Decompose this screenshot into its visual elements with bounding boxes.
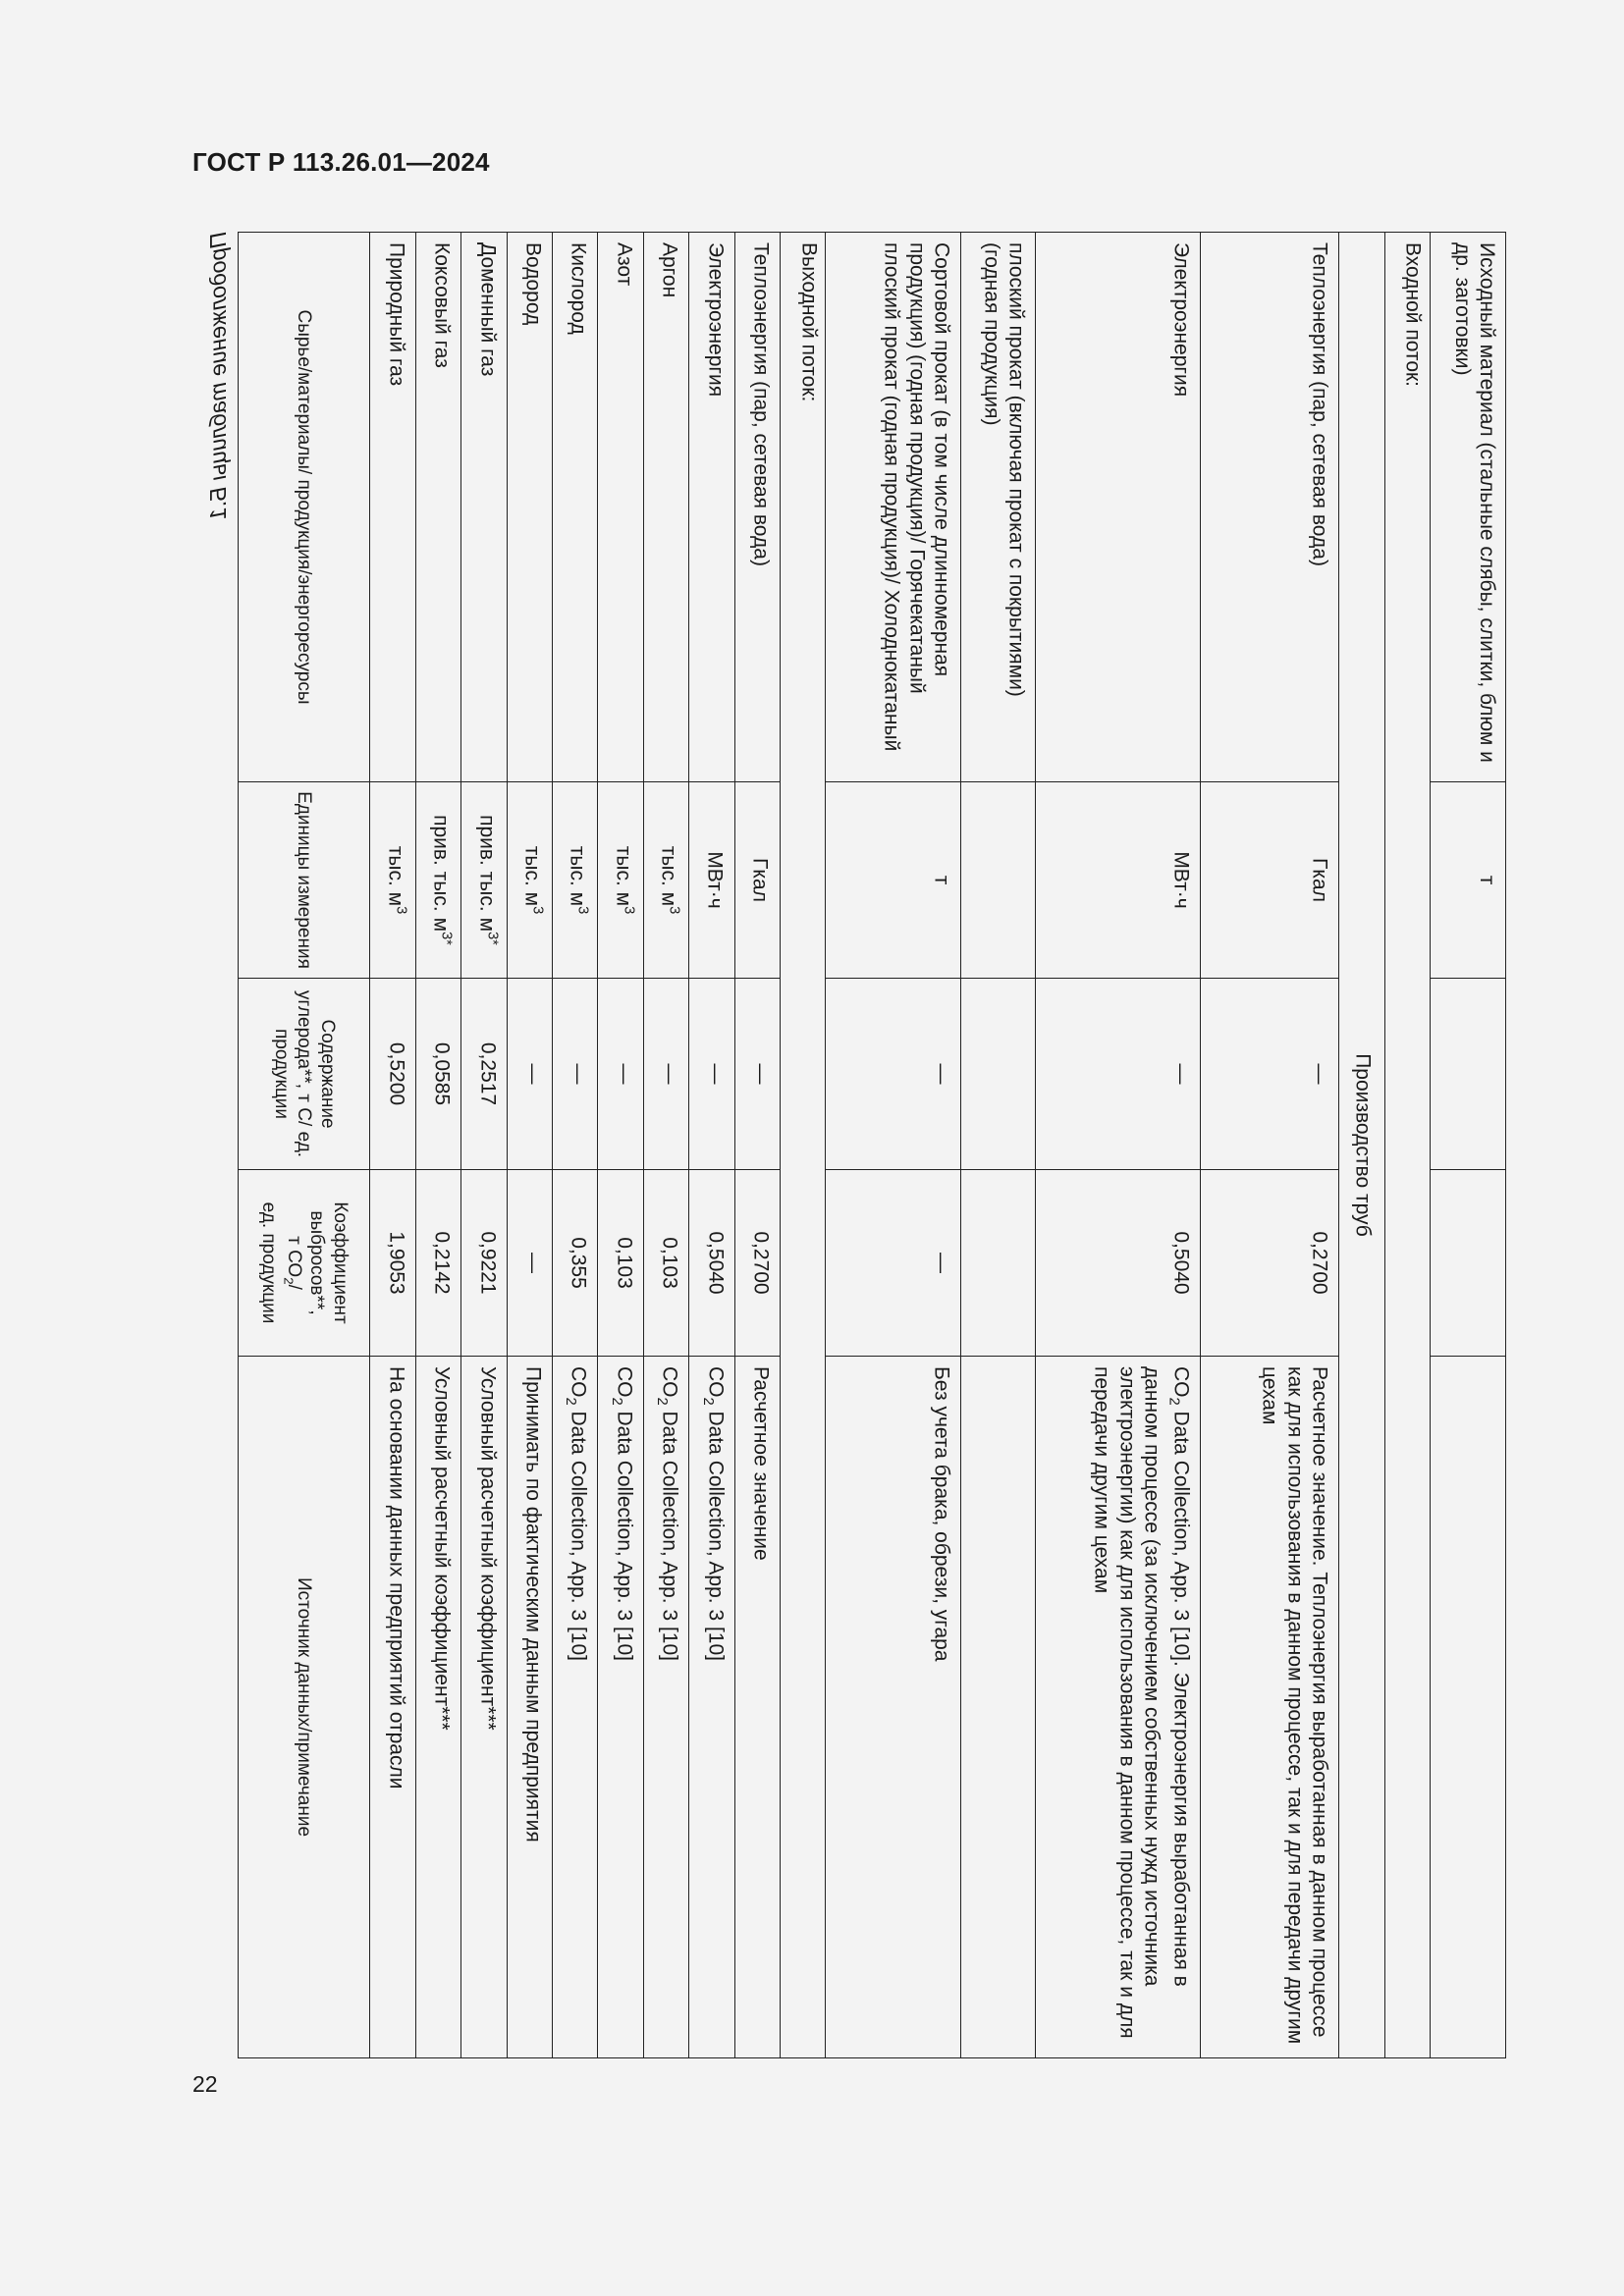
cell-carbon — [1431, 979, 1506, 1170]
cell-unit: прив. тыс. $м^{3*}$ — [415, 782, 460, 979]
table-caption — [205, 232, 232, 2057]
cell-carbon: 0,5200 — [370, 979, 415, 1170]
cell-unit: МВт·ч — [689, 782, 734, 979]
cell-coef: 0,2700 — [1200, 1170, 1338, 1357]
cell-source: $CO_2$ Data Collection, App. 3 [10] — [643, 1357, 688, 2058]
emissions-table — [238, 232, 1506, 2058]
input-flow-row — [1384, 233, 1430, 2058]
cell-source: Без учета брака, обрези, угара — [826, 1357, 960, 2058]
cell-coef: — — [826, 1170, 960, 1357]
cell-unit — [960, 782, 1036, 979]
cell-coef: 0,2142 — [415, 1170, 460, 1357]
table-header-row — [239, 233, 370, 2058]
cell-material: плоский прокат (включая прокат с покрытиями) (годная продукция) — [960, 233, 1036, 782]
cell-source: Условный расчетный коэффициент*** — [415, 1357, 460, 2058]
cell-source — [960, 1357, 1036, 2058]
section-row — [1339, 233, 1384, 2058]
cell-source: Расчетное значение — [734, 1357, 780, 2058]
cell-carbon: — — [689, 979, 734, 1170]
table-row — [1036, 233, 1201, 2058]
table-row — [552, 233, 597, 2058]
cell-source: $CO_2$ Data Collection, App. 3 [10] — [552, 1357, 597, 2058]
cell-coef: — — [507, 1170, 552, 1357]
output-flow-label: Выходной поток: — [781, 233, 826, 2058]
cell-carbon: — — [598, 979, 643, 1170]
col-header-material: Сырье/материалы/ продукция/энергоресурсы — [239, 233, 370, 782]
cell-unit: тыс. $м^3$ — [598, 782, 643, 979]
col-header-carbon: Содержание углерода**, т С/ ед. продукции — [239, 979, 370, 1170]
section-label: Производство труб — [1339, 233, 1384, 2058]
col-header-unit: Единицы измерения — [239, 782, 370, 979]
cell-material: Аргон — [643, 233, 688, 782]
output-flow-row — [781, 233, 826, 2058]
cell-carbon: — — [1200, 979, 1338, 1170]
page-number: 22 — [192, 2071, 218, 2097]
cell-unit: т — [826, 782, 960, 979]
cell-coef: 0,103 — [643, 1170, 688, 1357]
table-row — [734, 233, 780, 2058]
table-row — [960, 233, 1036, 2058]
cell-material: Электроэнергия — [1036, 233, 1201, 782]
cell-carbon: — — [552, 979, 597, 1170]
cell-carbon — [960, 979, 1036, 1170]
cell-material: Водород — [507, 233, 552, 782]
cell-source: $CO_2$ Data Collection, App. 3 [10] — [689, 1357, 734, 2058]
cell-material: Азот — [598, 233, 643, 782]
cell-unit: т — [1431, 782, 1506, 979]
cell-coef: 0,355 — [552, 1170, 597, 1357]
cell-carbon: — — [643, 979, 688, 1170]
cell-source: Расчетное значение. Теплоэнергия выработанная в данном процессе как для использования в данном процессе, так и для передачи другим цехам — [1200, 1357, 1338, 2058]
table-caption-text: Продолжение таблицы Б.1 — [205, 232, 231, 520]
cell-source — [1431, 1357, 1506, 2058]
input-flow-label: Входной поток: — [1384, 233, 1430, 2058]
cell-material: Доменный газ — [461, 233, 507, 782]
table-row — [370, 233, 415, 2058]
cell-material: Сортовой прокат (в том числе длинномерная продукция) (годная продукция)/ Горячекатаный плоский прокат (годная продукция)/ Холоднокатаный — [826, 233, 960, 782]
table-row — [643, 233, 688, 2058]
cell-source: Условный расчетный коэффициент*** — [461, 1357, 507, 2058]
cell-unit: тыс. $м^3$ — [507, 782, 552, 979]
cell-material: Кислород — [552, 233, 597, 782]
cell-coef: 0,5040 — [1036, 1170, 1201, 1357]
cell-unit: МВт·ч — [1036, 782, 1201, 979]
cell-coef — [960, 1170, 1036, 1357]
cell-material: Электроэнергия — [689, 233, 734, 782]
table-row — [598, 233, 643, 2058]
cell-coef: 1,9053 — [370, 1170, 415, 1357]
cell-material: Коксовый газ — [415, 233, 460, 782]
cell-carbon: — — [734, 979, 780, 1170]
cell-unit: прив. тыс. $м^{3*}$ — [461, 782, 507, 979]
cell-unit: тыс. $м^3$ — [643, 782, 688, 979]
cell-source: $CO_2$ Data Collection, App. 3 [10] — [598, 1357, 643, 2058]
cell-material: Исходный материал (стальные слябы, слитки, блюм и др. заготовки) — [1431, 233, 1506, 782]
cell-unit: Гкал — [1200, 782, 1338, 979]
table-row — [1431, 233, 1506, 2058]
table-row — [415, 233, 460, 2058]
cell-source: Принимать по фактическим данным предприятия — [507, 1357, 552, 2058]
cell-carbon: — — [1036, 979, 1201, 1170]
cell-coef — [1431, 1170, 1506, 1357]
cell-coef: 0,2700 — [734, 1170, 780, 1357]
table-row — [507, 233, 552, 2058]
document-code: ГОСТ Р 113.26.01—2024 — [192, 147, 490, 177]
cell-carbon: — — [507, 979, 552, 1170]
cell-material: Природный газ — [370, 233, 415, 782]
cell-carbon: — — [826, 979, 960, 1170]
cell-carbon: 0,2517 — [461, 979, 507, 1170]
col-header-coef: Коэффициент выбросов**, т $СО_2/$ ед. продукции — [239, 1170, 370, 1357]
cell-source: $CO_2$ Data Collection, App. 3 [10]. Электроэнергия выработанная в данном процессе (за исключением собственных нужд источника электроэнергии) как для использования в данном процессе, так и для передачи другим цехам — [1036, 1357, 1201, 2058]
col-header-source: Источник данных/примечание — [239, 1357, 370, 2058]
rotated-table-region — [205, 232, 1506, 2057]
cell-coef: 0,103 — [598, 1170, 643, 1357]
table-row — [461, 233, 507, 2058]
cell-carbon: 0,0585 — [415, 979, 460, 1170]
cell-unit: тыс. $м^3$ — [370, 782, 415, 979]
table-row — [826, 233, 960, 2058]
cell-material: Теплоэнергия (пар, сетевая вода) — [1200, 233, 1338, 782]
cell-coef: 0,5040 — [689, 1170, 734, 1357]
table-row — [1200, 233, 1338, 2058]
cell-coef: 0,9221 — [461, 1170, 507, 1357]
cell-source: На основании данных предприятий отрасли — [370, 1357, 415, 2058]
cell-unit: Гкал — [734, 782, 780, 979]
cell-unit: тыс. $м^3$ — [552, 782, 597, 979]
table-row — [689, 233, 734, 2058]
cell-material: Теплоэнергия (пар, сетевая вода) — [734, 233, 780, 782]
